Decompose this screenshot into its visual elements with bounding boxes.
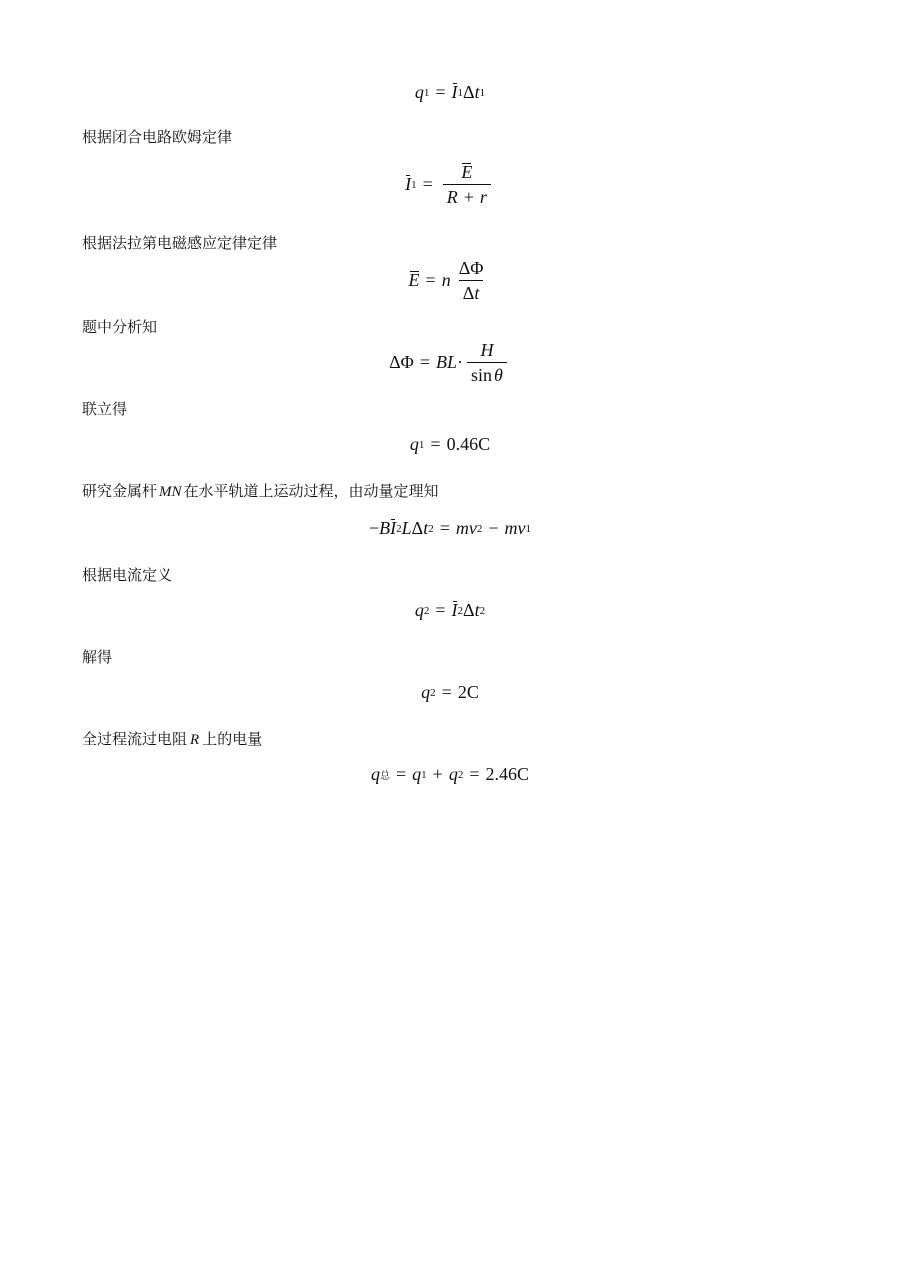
equals-sign: =	[439, 518, 450, 538]
symbol-n: n	[441, 270, 451, 290]
denominator	[459, 280, 484, 303]
symbol-t: t	[423, 518, 429, 538]
symbol-R: R	[446, 187, 458, 207]
symbol-mean-current: I	[451, 82, 458, 102]
delta-symbol: Δ	[463, 600, 475, 620]
equals-sign: =	[469, 764, 480, 784]
symbol-MN: MN	[159, 484, 182, 500]
minus-sign: −	[488, 518, 499, 538]
text-analysis: 题中分析知	[82, 318, 158, 336]
value: 0.46C	[446, 434, 491, 454]
text-total-charge	[82, 728, 262, 749]
subscript: 2	[428, 522, 434, 535]
symbol-t: t	[474, 283, 480, 303]
symbol-q: q	[409, 434, 419, 454]
subscript: 1	[525, 522, 532, 535]
delta-symbol: Δ	[462, 283, 475, 303]
subscript: 2	[430, 686, 436, 699]
symbol-mean-current: I	[451, 600, 458, 620]
subscript: 2	[476, 522, 483, 535]
subscript: 1	[457, 86, 464, 99]
equation-faraday-law	[0, 258, 900, 303]
equation-total-charge	[0, 764, 900, 785]
numerator	[457, 162, 476, 184]
subscript: 2	[423, 604, 430, 617]
subscript: 2	[457, 604, 464, 617]
text-faraday-law: 根据法拉第电磁感应定律定律	[82, 234, 278, 252]
equation-ohms-law	[0, 162, 900, 207]
subscript: 1	[479, 86, 486, 99]
delta-symbol: Δ	[463, 82, 475, 102]
symbol-mv: mv	[455, 518, 477, 538]
text-ohms-law: 根据闭合电路欧姆定律	[82, 128, 233, 146]
symbol-mv: mv	[504, 518, 526, 538]
denominator	[443, 184, 491, 207]
subscript: 总	[380, 771, 390, 782]
value: 2C	[457, 682, 479, 702]
equation-q2-result	[0, 682, 900, 703]
text-momentum-theorem	[82, 480, 439, 501]
symbol-L: L	[401, 518, 412, 538]
symbol-BL: BL	[436, 352, 458, 372]
text-segment: 上的电量	[202, 730, 263, 748]
equation-charge-q2-definition	[0, 600, 900, 621]
subscript: 1	[421, 768, 427, 781]
subscript: 1	[418, 438, 425, 451]
symbol-mean-current: I	[390, 518, 397, 538]
symbol-q: q	[412, 764, 422, 784]
symbol-q: q	[414, 600, 424, 620]
numerator	[476, 340, 497, 362]
text-combine: 联立得	[82, 400, 128, 418]
symbol-theta: θ	[494, 365, 503, 385]
symbol-r: r	[479, 187, 487, 207]
symbol-B: B	[379, 518, 391, 538]
text-solve: 解得	[82, 648, 113, 666]
symbol-t: t	[474, 82, 480, 102]
text-segment: 在水平轨道上运动过程，由动量定理知	[183, 482, 439, 500]
symbol-q: q	[414, 82, 424, 102]
symbol-q: q	[448, 764, 458, 784]
numerator: ΔΦ	[458, 258, 484, 278]
equals-sign: =	[441, 682, 452, 702]
symbol-mean-current: I	[405, 174, 412, 194]
plus-sign: +	[432, 764, 443, 784]
symbol-t: t	[474, 600, 480, 620]
fraction	[443, 162, 491, 207]
value: 2.46C	[485, 764, 529, 784]
text-segment: 全过程流过电阻	[82, 730, 188, 748]
symbol-q: q	[421, 682, 431, 702]
denominator	[467, 362, 507, 385]
plus-sign: +	[463, 187, 474, 207]
equals-sign: =	[396, 764, 407, 784]
text-current-definition: 根据电流定义	[82, 566, 173, 584]
equation-q1-result	[0, 434, 900, 455]
equation-flux-change	[0, 340, 900, 385]
symbol-q: q	[371, 764, 380, 784]
fraction	[467, 340, 507, 385]
equals-sign: =	[435, 600, 446, 620]
subscript: 1	[423, 86, 430, 99]
symbol-R: R	[190, 732, 200, 748]
subscript: 2	[457, 768, 464, 781]
delta-symbol: Δ	[411, 518, 424, 538]
symbol-mean-emf: E	[408, 270, 420, 290]
equals-sign: =	[419, 352, 430, 372]
subscript: 2	[396, 522, 402, 535]
equals-sign: =	[430, 434, 441, 454]
subscript: 2	[479, 604, 486, 617]
equation-momentum	[0, 518, 900, 539]
equals-sign: =	[435, 82, 446, 102]
sin-function: sin	[471, 365, 493, 385]
fraction	[455, 258, 488, 303]
minus-sign: −	[368, 518, 380, 538]
symbol-H: H	[480, 340, 494, 360]
delta-phi: ΔΦ	[389, 352, 414, 372]
equals-sign: =	[425, 270, 436, 290]
subscript: 1	[411, 178, 417, 191]
symbol-mean-emf: E	[461, 162, 473, 182]
equals-sign: =	[422, 174, 433, 194]
text-segment: 研究金属杆	[82, 482, 158, 500]
equation-charge-q1-definition	[0, 82, 900, 103]
dot-operator: ·	[457, 352, 464, 372]
